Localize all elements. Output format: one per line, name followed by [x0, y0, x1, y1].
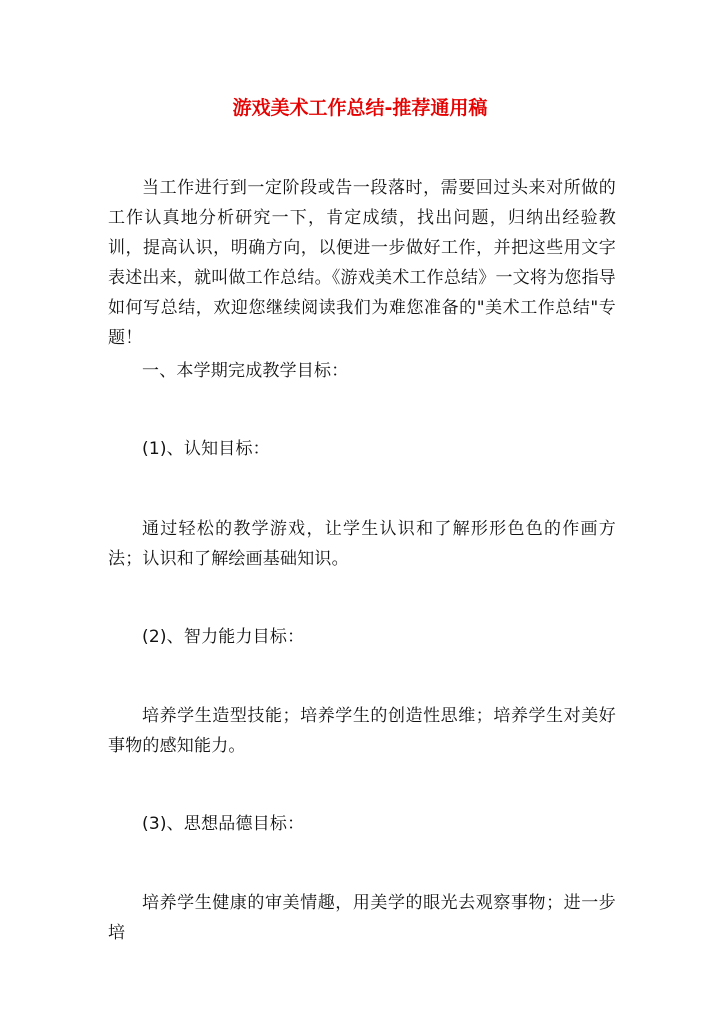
- paragraph-moral-goals: 培养学生健康的审美情趣，用美学的眼光去观察事物；进一步培: [108, 893, 616, 943]
- paragraph-cognitive-goals: 通过轻松的教学游戏，让学生认识和了解形形色色的作画方法；认识和了解绘画基础知识。: [108, 519, 616, 569]
- subheading-cognitive-goals: (1)、认知目标：: [142, 439, 270, 459]
- section-heading-teaching-goals: 一、本学期完成教学目标：: [142, 361, 349, 381]
- paragraph-intellectual-goals: 培养学生造型技能；培养学生的创造性思维；培养学生对美好事物的感知能力。: [108, 706, 616, 756]
- intro-paragraph: 当工作进行到一定阶段或告一段落时，需要回过头来对所做的工作认真地分析研究一下，肯定成绩，找出问题，归纳出经验教训，提高认识，明确方向，以便进一步做好工作，并把这些用文字表述出来，就叫做工作总结。《游戏美术工作总结》一文将为您指导如何写总结，欢迎您继续阅读我们为难您准备的"美术工作总结"专题！: [108, 178, 616, 348]
- subheading-intellectual-goals: (2)、智力能力目标：: [142, 627, 305, 647]
- document-title: 游戏美术工作总结-推荐通用稿: [232, 97, 488, 119]
- subheading-moral-goals: (3)、思想品德目标：: [142, 814, 305, 834]
